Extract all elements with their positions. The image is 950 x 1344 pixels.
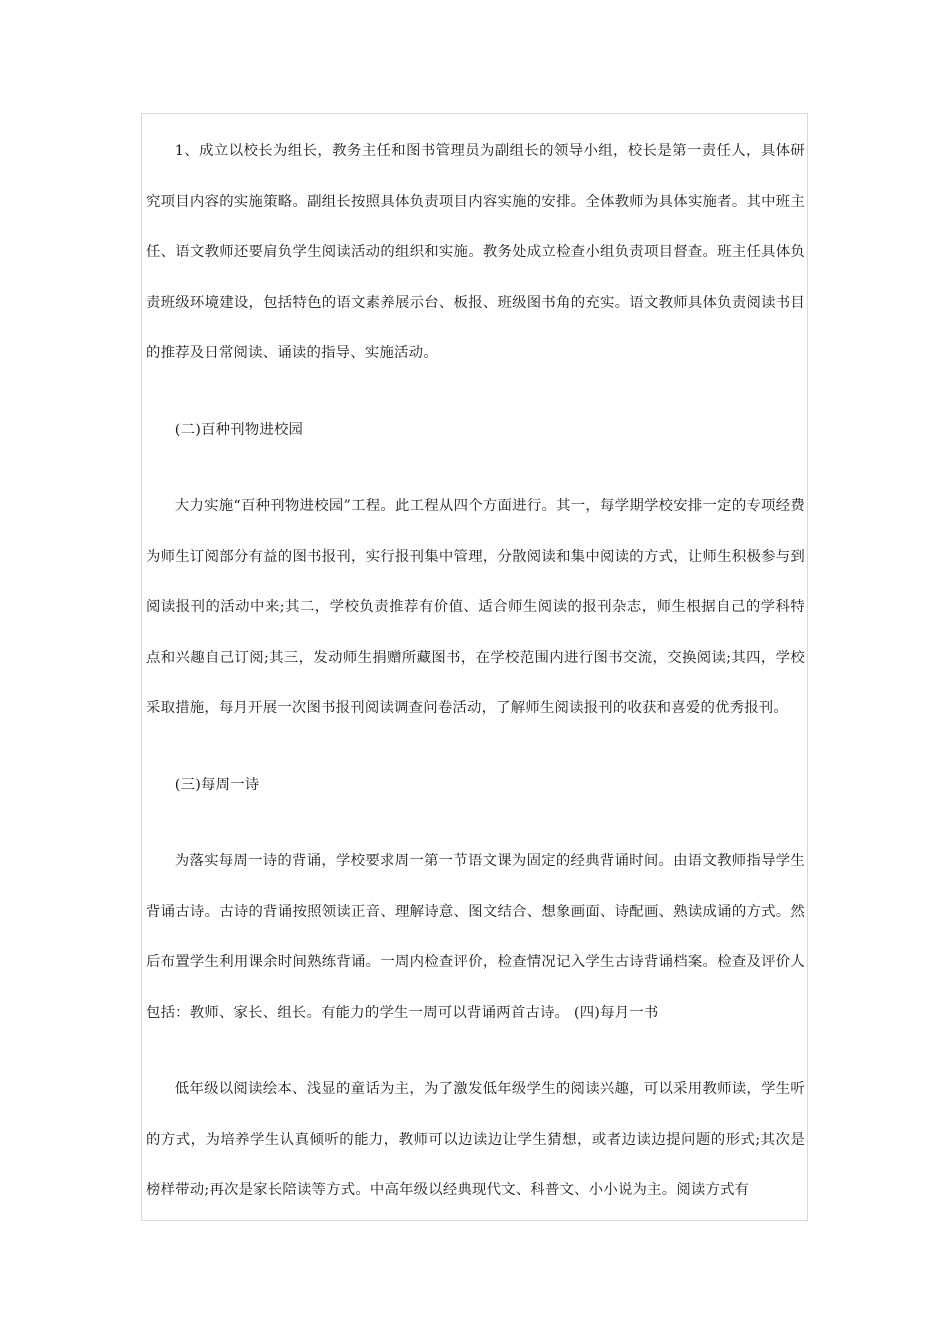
paragraph-gap <box>146 1038 805 1064</box>
section-heading-periodicals: (二)百种刊物进校园 <box>174 421 304 438</box>
paragraph-gap <box>146 455 805 481</box>
paragraph-gap <box>146 734 805 760</box>
paragraph-gap <box>146 810 805 836</box>
section-heading-weekly-poem: (三)每周一诗 <box>174 776 260 793</box>
paragraph-leadership-group: 1、成立以校长为组长，教务主任和图书管理员为副组长的领导小组，校长是第一责任人，具体研究项目内容的实施策略。副组长按照具体负责项目内容实施的安排。全体教师为具体实施者。其中班主任、语文教师还要肩负学生阅读活动的组织和实施。教务处成立检查小组负责项目督查。班主任具体负责班级环境建设，包括特色的语文素养展示台、板报、班级图书角的充实。语文教师具体负责阅读书目的推荐及日常阅读、诵读的指导、实施活动。 <box>146 143 805 361</box>
paragraph-periodicals: 大力实施“百种刊物进校园”工程。此工程从四个方面进行。其一，每学期学校安排一定的专项经费为师生订阅部分有益的图书报刊，实行报刊集中管理，分散阅读和集中阅读的方式，让师生积极参与到阅读报刊的活动中来;其二，学校负责推荐有价值、适合师生阅读的报刊杂志，师生根据自己的学科特点和兴趣自己订阅;其三，发动师生捐赠所藏图书，在学校范围内进行图书交流，交换阅读;其四，学校采取措施，每月开展一次图书报刊阅读调查问卷活动，了解师生阅读报刊的收获和喜爱的优秀报刊。 <box>146 498 805 716</box>
paragraph-weekly-poem: 为落实每周一诗的背诵，学校要求周一第一节语文课为固定的经典背诵时间。由语文教师指导学生背诵古诗。古诗的背诵按照领读正音、理解诗意、图文结合、想象画面、诗配画、熟读成诵的方式。然后布置学生利用课余时间熟练背诵。一周内检查评价，检查情况记入学生古诗背诵档案。检查及评价人包括：教师、家长、组长。有能力的学生一周可以背诵两首古诗。 (四)每月一书 <box>146 853 805 1021</box>
document-page <box>141 113 808 1221</box>
paragraph-gap <box>146 379 805 405</box>
document-body <box>146 126 805 1216</box>
paragraph-monthly-book: 低年级以阅读绘本、浅显的童话为主，为了激发低年级学生的阅读兴趣，可以采用教师读，学生听的方式，为培养学生认真倾听的能力，教师可以边读边让学生猜想，或者边读边提问题的形式;其次是榜样带动;再次是家长陪读等方式。中高年级以经典现代文、科普文、小小说为主。阅读方式有 <box>146 1081 805 1198</box>
